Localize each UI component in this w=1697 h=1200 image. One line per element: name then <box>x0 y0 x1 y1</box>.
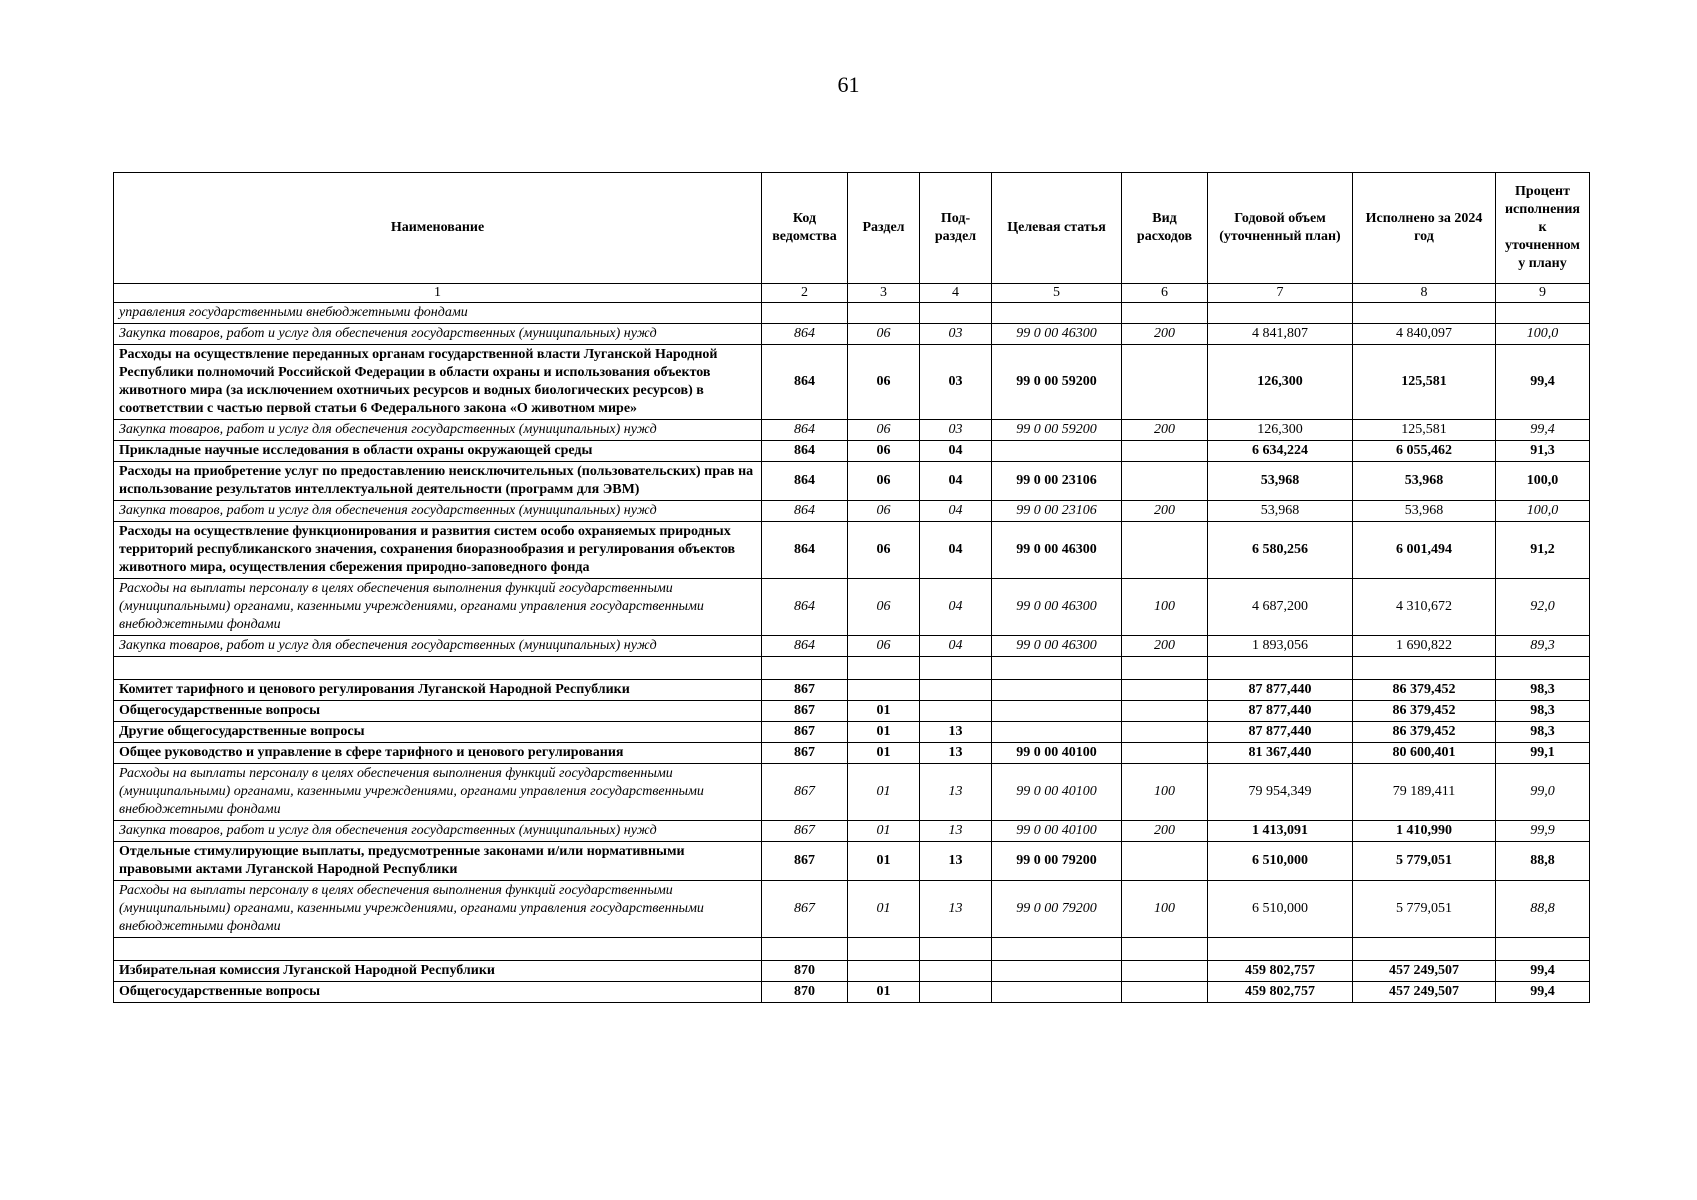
row-done-cell <box>1353 657 1496 680</box>
row-code-cell <box>762 657 848 680</box>
row-plan-cell: 53,968 <box>1208 501 1353 522</box>
row-section-cell: 06 <box>848 501 920 522</box>
row-pct-cell <box>1496 303 1590 324</box>
row-code-cell: 867 <box>762 722 848 743</box>
header-plan: Годовой объем (уточненный план) <box>1208 173 1353 284</box>
row-name-cell: Закупка товаров, работ и услуг для обеспечения государственных (муниципальных) нужд <box>114 636 762 657</box>
row-name-cell: Закупка товаров, работ и услуг для обеспечения государственных (муниципальных) нужд <box>114 821 762 842</box>
column-number: 9 <box>1496 284 1590 303</box>
row-name-cell: Закупка товаров, работ и услуг для обеспечения государственных (муниципальных) нужд <box>114 420 762 441</box>
table-row <box>114 579 1590 636</box>
row-code-cell: 864 <box>762 636 848 657</box>
row-name-cell: Избирательная комиссия Луганской Народной Республики <box>114 961 762 982</box>
row-target-cell: 99 0 00 59200 <box>992 345 1122 420</box>
row-section-cell: 06 <box>848 636 920 657</box>
row-target-cell: 99 0 00 40100 <box>992 764 1122 821</box>
row-target-cell <box>992 938 1122 961</box>
row-name-cell: Расходы на выплаты персоналу в целях обеспечения выполнения функций государственными (муниципальными) органами, казенными учреждениями, органами управления государственными внебюджетными фондами <box>114 764 762 821</box>
header-section: Раздел <box>848 173 920 284</box>
row-plan-cell <box>1208 938 1353 961</box>
table-row <box>114 441 1590 462</box>
header-subsection: Под-раздел <box>920 173 992 284</box>
row-subsection-cell: 03 <box>920 345 992 420</box>
row-pct-cell: 91,2 <box>1496 522 1590 579</box>
row-name-cell: Расходы на осуществление функционирования и развития систем особо охраняемых природных территорий республиканского значения, сохранения биоразнообразия и регулирования объектов животного мира, осуществления сбережения природно-заповедного фонда <box>114 522 762 579</box>
table-row <box>114 345 1590 420</box>
table-row <box>114 938 1590 961</box>
row-pct-cell: 91,3 <box>1496 441 1590 462</box>
row-section-cell: 01 <box>848 701 920 722</box>
row-name-cell: управления государственными внебюджетными фондами <box>114 303 762 324</box>
table-row <box>114 701 1590 722</box>
row-code-cell: 870 <box>762 961 848 982</box>
row-code-cell: 864 <box>762 501 848 522</box>
row-section-cell <box>848 303 920 324</box>
row-type-cell <box>1122 522 1208 579</box>
table-row <box>114 680 1590 701</box>
row-code-cell: 864 <box>762 441 848 462</box>
row-subsection-cell: 03 <box>920 420 992 441</box>
row-subsection-cell: 04 <box>920 441 992 462</box>
row-subsection-cell: 04 <box>920 636 992 657</box>
table-row <box>114 821 1590 842</box>
row-target-cell: 99 0 00 59200 <box>992 420 1122 441</box>
row-pct-cell: 89,3 <box>1496 636 1590 657</box>
table-row <box>114 722 1590 743</box>
row-plan-cell: 1 413,091 <box>1208 821 1353 842</box>
row-section-cell: 01 <box>848 743 920 764</box>
row-done-cell: 5 779,051 <box>1353 881 1496 938</box>
column-number: 7 <box>1208 284 1353 303</box>
row-subsection-cell: 13 <box>920 842 992 881</box>
row-type-cell <box>1122 701 1208 722</box>
row-plan-cell: 53,968 <box>1208 462 1353 501</box>
header-target: Целевая статья <box>992 173 1122 284</box>
row-target-cell <box>992 657 1122 680</box>
table-row <box>114 881 1590 938</box>
table-body <box>114 303 1590 1003</box>
column-number: 6 <box>1122 284 1208 303</box>
row-name-cell <box>114 657 762 680</box>
row-plan-cell <box>1208 303 1353 324</box>
row-name-cell: Закупка товаров, работ и услуг для обеспечения государственных (муниципальных) нужд <box>114 324 762 345</box>
row-target-cell <box>992 722 1122 743</box>
row-target-cell: 99 0 00 46300 <box>992 636 1122 657</box>
row-target-cell: 99 0 00 46300 <box>992 579 1122 636</box>
row-code-cell: 864 <box>762 522 848 579</box>
row-name-cell <box>114 938 762 961</box>
row-section-cell: 01 <box>848 881 920 938</box>
row-subsection-cell: 13 <box>920 722 992 743</box>
row-subsection-cell: 04 <box>920 501 992 522</box>
row-subsection-cell: 13 <box>920 743 992 764</box>
row-section-cell: 06 <box>848 345 920 420</box>
row-type-cell: 100 <box>1122 579 1208 636</box>
row-code-cell: 864 <box>762 420 848 441</box>
row-pct-cell: 100,0 <box>1496 501 1590 522</box>
row-type-cell <box>1122 982 1208 1003</box>
row-section-cell <box>848 657 920 680</box>
row-done-cell <box>1353 938 1496 961</box>
row-plan-cell: 6 510,000 <box>1208 842 1353 881</box>
row-done-cell: 86 379,452 <box>1353 701 1496 722</box>
row-done-cell: 86 379,452 <box>1353 722 1496 743</box>
row-subsection-cell <box>920 938 992 961</box>
row-done-cell: 79 189,411 <box>1353 764 1496 821</box>
row-target-cell <box>992 961 1122 982</box>
row-pct-cell: 92,0 <box>1496 579 1590 636</box>
row-code-cell: 867 <box>762 821 848 842</box>
row-pct-cell: 99,4 <box>1496 420 1590 441</box>
row-type-cell: 200 <box>1122 821 1208 842</box>
row-name-cell: Расходы на выплаты персоналу в целях обеспечения выполнения функций государственными (муниципальными) органами, казенными учреждениями, органами управления государственными внебюджетными фондами <box>114 881 762 938</box>
row-plan-cell: 6 634,224 <box>1208 441 1353 462</box>
row-type-cell <box>1122 938 1208 961</box>
row-plan-cell: 87 877,440 <box>1208 701 1353 722</box>
row-section-cell: 06 <box>848 441 920 462</box>
row-pct-cell <box>1496 938 1590 961</box>
row-name-cell: Отдельные стимулирующие выплаты, предусмотренные законами и/или нормативными правовыми актами Луганской Народной Республики <box>114 842 762 881</box>
row-name-cell: Прикладные научные исследования в области охраны окружающей среды <box>114 441 762 462</box>
row-code-cell: 870 <box>762 982 848 1003</box>
row-section-cell <box>848 938 920 961</box>
column-number: 3 <box>848 284 920 303</box>
row-pct-cell: 99,4 <box>1496 345 1590 420</box>
row-target-cell: 99 0 00 79200 <box>992 842 1122 881</box>
row-type-cell: 100 <box>1122 881 1208 938</box>
row-target-cell <box>992 982 1122 1003</box>
row-section-cell <box>848 961 920 982</box>
row-code-cell: 867 <box>762 680 848 701</box>
row-target-cell <box>992 680 1122 701</box>
row-type-cell: 200 <box>1122 636 1208 657</box>
row-type-cell: 200 <box>1122 324 1208 345</box>
row-section-cell: 06 <box>848 324 920 345</box>
row-name-cell: Другие общегосударственные вопросы <box>114 722 762 743</box>
row-code-cell: 867 <box>762 764 848 821</box>
row-subsection-cell <box>920 303 992 324</box>
row-name-cell: Общегосударственные вопросы <box>114 982 762 1003</box>
row-pct-cell: 99,4 <box>1496 982 1590 1003</box>
row-subsection-cell: 04 <box>920 462 992 501</box>
row-code-cell: 864 <box>762 345 848 420</box>
row-pct-cell: 99,4 <box>1496 961 1590 982</box>
row-done-cell: 80 600,401 <box>1353 743 1496 764</box>
row-target-cell: 99 0 00 40100 <box>992 821 1122 842</box>
row-plan-cell: 126,300 <box>1208 420 1353 441</box>
budget-execution-table <box>113 172 1590 1003</box>
row-done-cell: 125,581 <box>1353 420 1496 441</box>
header-type: Вид расходов <box>1122 173 1208 284</box>
row-subsection-cell: 13 <box>920 821 992 842</box>
row-done-cell: 6 055,462 <box>1353 441 1496 462</box>
header-name: Наименование <box>114 173 762 284</box>
row-type-cell <box>1122 462 1208 501</box>
row-target-cell: 99 0 00 23106 <box>992 462 1122 501</box>
row-type-cell <box>1122 722 1208 743</box>
row-pct-cell: 88,8 <box>1496 842 1590 881</box>
row-plan-cell <box>1208 657 1353 680</box>
row-pct-cell: 100,0 <box>1496 324 1590 345</box>
row-subsection-cell <box>920 961 992 982</box>
row-name-cell: Расходы на приобретение услуг по предоставлению неисключительных (пользовательских) прав на использование результатов интеллектуальной деятельности (программ для ЭВМ) <box>114 462 762 501</box>
row-code-cell: 867 <box>762 743 848 764</box>
row-section-cell: 01 <box>848 842 920 881</box>
row-type-cell <box>1122 441 1208 462</box>
row-pct-cell <box>1496 657 1590 680</box>
row-subsection-cell <box>920 680 992 701</box>
row-done-cell: 86 379,452 <box>1353 680 1496 701</box>
row-code-cell <box>762 938 848 961</box>
row-type-cell <box>1122 680 1208 701</box>
row-plan-cell: 87 877,440 <box>1208 680 1353 701</box>
row-done-cell: 53,968 <box>1353 462 1496 501</box>
row-done-cell <box>1353 303 1496 324</box>
page-number: 61 <box>837 72 860 97</box>
row-code-cell: 864 <box>762 579 848 636</box>
row-code-cell: 867 <box>762 842 848 881</box>
table-row <box>114 743 1590 764</box>
row-pct-cell: 98,3 <box>1496 680 1590 701</box>
row-name-cell: Расходы на осуществление переданных органам государственной власти Луганской Народной Республики полномочий Российской Федерации в области охраны и использования объектов животного мира (за исключением охотничьих ресурсов и водных биологических ресурсов) в соответствии с частью первой статьи 6 Федерального закона «О животном мире» <box>114 345 762 420</box>
row-type-cell: 200 <box>1122 501 1208 522</box>
row-subsection-cell: 03 <box>920 324 992 345</box>
row-type-cell <box>1122 961 1208 982</box>
row-target-cell: 99 0 00 46300 <box>992 522 1122 579</box>
column-number-row <box>114 284 1590 303</box>
table-row <box>114 961 1590 982</box>
row-plan-cell: 81 367,440 <box>1208 743 1353 764</box>
header-pct: Процент исполнения к уточненном у плану <box>1496 173 1590 284</box>
row-target-cell <box>992 303 1122 324</box>
row-code-cell: 864 <box>762 324 848 345</box>
row-pct-cell: 98,3 <box>1496 722 1590 743</box>
row-type-cell: 100 <box>1122 764 1208 821</box>
row-section-cell: 06 <box>848 420 920 441</box>
row-subsection-cell: 13 <box>920 764 992 821</box>
row-plan-cell: 126,300 <box>1208 345 1353 420</box>
row-done-cell: 53,968 <box>1353 501 1496 522</box>
row-done-cell: 1 690,822 <box>1353 636 1496 657</box>
row-section-cell: 06 <box>848 522 920 579</box>
row-section-cell: 01 <box>848 722 920 743</box>
row-done-cell: 6 001,494 <box>1353 522 1496 579</box>
column-number: 1 <box>114 284 762 303</box>
row-subsection-cell <box>920 701 992 722</box>
row-section-cell: 06 <box>848 462 920 501</box>
row-name-cell: Общегосударственные вопросы <box>114 701 762 722</box>
row-pct-cell: 88,8 <box>1496 881 1590 938</box>
row-name-cell: Комитет тарифного и ценового регулирования Луганской Народной Республики <box>114 680 762 701</box>
row-section-cell: 06 <box>848 579 920 636</box>
header-code: Код ведомства <box>762 173 848 284</box>
row-name-cell: Расходы на выплаты персоналу в целях обеспечения выполнения функций государственными (муниципальными) органами, казенными учреждениями, органами управления государственными внебюджетными фондами <box>114 579 762 636</box>
table-row <box>114 462 1590 501</box>
row-section-cell: 01 <box>848 821 920 842</box>
table-row <box>114 522 1590 579</box>
table-row <box>114 303 1590 324</box>
row-target-cell: 99 0 00 46300 <box>992 324 1122 345</box>
row-pct-cell: 99,9 <box>1496 821 1590 842</box>
row-target-cell <box>992 701 1122 722</box>
table-row <box>114 501 1590 522</box>
row-subsection-cell: 13 <box>920 881 992 938</box>
row-section-cell: 01 <box>848 982 920 1003</box>
row-plan-cell: 4 687,200 <box>1208 579 1353 636</box>
row-type-cell: 200 <box>1122 420 1208 441</box>
row-code-cell <box>762 303 848 324</box>
table-row <box>114 982 1590 1003</box>
row-plan-cell: 79 954,349 <box>1208 764 1353 821</box>
table-row <box>114 764 1590 821</box>
row-section-cell <box>848 680 920 701</box>
row-subsection-cell: 04 <box>920 579 992 636</box>
row-pct-cell: 99,0 <box>1496 764 1590 821</box>
column-number: 8 <box>1353 284 1496 303</box>
row-type-cell <box>1122 345 1208 420</box>
row-subsection-cell: 04 <box>920 522 992 579</box>
row-target-cell <box>992 441 1122 462</box>
row-subsection-cell <box>920 657 992 680</box>
row-plan-cell: 4 841,807 <box>1208 324 1353 345</box>
row-code-cell: 864 <box>762 462 848 501</box>
table-row <box>114 842 1590 881</box>
row-type-cell <box>1122 842 1208 881</box>
row-pct-cell: 100,0 <box>1496 462 1590 501</box>
header-done: Исполнено за 2024 год <box>1353 173 1496 284</box>
row-code-cell: 867 <box>762 701 848 722</box>
row-subsection-cell <box>920 982 992 1003</box>
row-type-cell <box>1122 743 1208 764</box>
row-done-cell: 457 249,507 <box>1353 982 1496 1003</box>
row-pct-cell: 99,1 <box>1496 743 1590 764</box>
column-number: 5 <box>992 284 1122 303</box>
column-number: 4 <box>920 284 992 303</box>
table-row <box>114 420 1590 441</box>
row-target-cell: 99 0 00 79200 <box>992 881 1122 938</box>
column-number: 2 <box>762 284 848 303</box>
row-name-cell: Закупка товаров, работ и услуг для обеспечения государственных (муниципальных) нужд <box>114 501 762 522</box>
row-plan-cell: 87 877,440 <box>1208 722 1353 743</box>
row-plan-cell: 6 580,256 <box>1208 522 1353 579</box>
row-type-cell <box>1122 657 1208 680</box>
row-plan-cell: 459 802,757 <box>1208 982 1353 1003</box>
row-done-cell: 4 840,097 <box>1353 324 1496 345</box>
row-target-cell: 99 0 00 40100 <box>992 743 1122 764</box>
row-plan-cell: 1 893,056 <box>1208 636 1353 657</box>
row-done-cell: 5 779,051 <box>1353 842 1496 881</box>
row-type-cell <box>1122 303 1208 324</box>
row-section-cell: 01 <box>848 764 920 821</box>
row-code-cell: 867 <box>762 881 848 938</box>
row-done-cell: 125,581 <box>1353 345 1496 420</box>
row-target-cell: 99 0 00 23106 <box>992 501 1122 522</box>
header-row <box>114 173 1590 284</box>
table-row <box>114 657 1590 680</box>
table-row <box>114 636 1590 657</box>
row-done-cell: 457 249,507 <box>1353 961 1496 982</box>
row-done-cell: 1 410,990 <box>1353 821 1496 842</box>
row-name-cell: Общее руководство и управление в сфере тарифного и ценового регулирования <box>114 743 762 764</box>
row-done-cell: 4 310,672 <box>1353 579 1496 636</box>
row-pct-cell: 98,3 <box>1496 701 1590 722</box>
row-plan-cell: 459 802,757 <box>1208 961 1353 982</box>
row-plan-cell: 6 510,000 <box>1208 881 1353 938</box>
table-row <box>114 324 1590 345</box>
